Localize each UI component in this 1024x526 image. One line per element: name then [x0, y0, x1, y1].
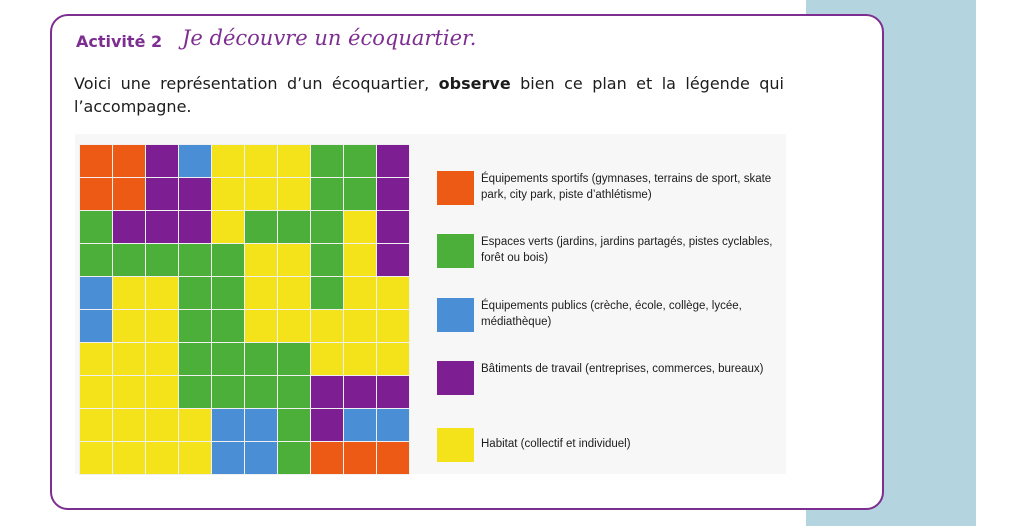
plan-cell	[278, 178, 310, 210]
legend-text-housing: Habitat (collectif et individuel)	[481, 438, 631, 450]
plan-cell	[278, 145, 310, 177]
plan-cell	[311, 244, 343, 276]
legend-swatch-public	[437, 298, 474, 332]
plan-cell	[245, 277, 277, 309]
plan-cell	[344, 409, 376, 441]
plan-cell	[113, 145, 145, 177]
plan-cell	[113, 244, 145, 276]
plan-cell	[377, 277, 409, 309]
plan-cell	[80, 442, 112, 474]
plan-cell	[245, 178, 277, 210]
plan-cell	[377, 145, 409, 177]
plan-cell	[179, 442, 211, 474]
plan-cell	[311, 277, 343, 309]
plan-cell	[311, 442, 343, 474]
plan-cell	[80, 244, 112, 276]
plan-cell	[80, 178, 112, 210]
plan-cell	[212, 244, 244, 276]
legend-item-work	[437, 359, 786, 399]
plan-cell	[146, 178, 178, 210]
legend-item-housing	[437, 426, 786, 466]
plan-cell	[245, 211, 277, 243]
plan-cell	[278, 442, 310, 474]
plan-cell	[377, 310, 409, 342]
plan-cell	[278, 376, 310, 408]
plan-cell	[344, 244, 376, 276]
plan-cell	[377, 244, 409, 276]
intro-text	[74, 72, 784, 118]
plan-cell	[113, 409, 145, 441]
activity-title: Je découvre un écoquartier.	[182, 26, 477, 50]
plan-cell	[245, 409, 277, 441]
plan-cell	[80, 277, 112, 309]
plan-cell	[278, 310, 310, 342]
plan-cell	[179, 145, 211, 177]
plan-cell	[212, 277, 244, 309]
activity-label: Activité 2	[76, 32, 163, 51]
plan-cell	[179, 376, 211, 408]
plan-cell	[179, 277, 211, 309]
plan-cell	[146, 310, 178, 342]
plan-cell	[311, 376, 343, 408]
plan-cell	[278, 244, 310, 276]
plan-cell	[245, 244, 277, 276]
legend-swatch-housing	[437, 428, 474, 462]
plan-cell	[80, 343, 112, 375]
plan-cell	[179, 211, 211, 243]
plan-cell	[311, 211, 343, 243]
legend-item-sport	[437, 169, 786, 209]
plan-cell	[113, 277, 145, 309]
plan-cell	[278, 277, 310, 309]
plan-cell	[113, 211, 145, 243]
plan-cell	[344, 343, 376, 375]
plan-cell	[344, 277, 376, 309]
plan-cell	[212, 310, 244, 342]
plan-cell	[80, 409, 112, 441]
legend-text-green-spaces: Espaces verts (jardins, jardins partagés, pistes cyclables, forêt ou bois)	[481, 236, 773, 264]
plan-cell	[245, 376, 277, 408]
plan-cell	[146, 343, 178, 375]
plan-cell	[377, 376, 409, 408]
plan-cell	[344, 211, 376, 243]
plan-cell	[311, 178, 343, 210]
plan-cell	[212, 178, 244, 210]
plan-cell	[311, 310, 343, 342]
plan-cell	[245, 145, 277, 177]
plan-cell	[278, 343, 310, 375]
plan-cell	[179, 343, 211, 375]
plan-cell	[179, 409, 211, 441]
legend-text-work: Bâtiments de travail (entreprises, commerces, bureaux)	[481, 363, 764, 375]
plan-cell	[113, 376, 145, 408]
plan-cell	[344, 310, 376, 342]
plan-cell	[278, 409, 310, 441]
legend-item-green-spaces	[437, 232, 786, 272]
legend-swatch-work	[437, 361, 474, 395]
ecoquartier-figure	[75, 134, 786, 474]
plan-cell	[344, 376, 376, 408]
plan-cell	[212, 442, 244, 474]
plan-cell	[113, 343, 145, 375]
plan-cell	[311, 343, 343, 375]
plan-cell	[146, 211, 178, 243]
plan-cell	[344, 442, 376, 474]
legend-item-public	[437, 296, 786, 336]
intro-after: bien ce plan et la légende qui l’accompagne.	[74, 74, 785, 116]
plan-cell	[146, 442, 178, 474]
legend-swatch-sport	[437, 171, 474, 205]
plan-cell	[146, 409, 178, 441]
plan-cell	[212, 343, 244, 375]
plan-cell	[80, 376, 112, 408]
plan-cell	[344, 145, 376, 177]
plan-cell	[179, 178, 211, 210]
plan-cell	[80, 211, 112, 243]
plan-cell	[245, 442, 277, 474]
plan-cell	[245, 343, 277, 375]
plan-cell	[146, 145, 178, 177]
legend-text-sport: Équipements sportifs (gymnases, terrains de sport, skate park, city park, piste d’athlétisme)	[481, 173, 772, 201]
plan-cell	[146, 244, 178, 276]
plan-cell	[377, 343, 409, 375]
plan-cell	[212, 409, 244, 441]
plan-cell	[113, 442, 145, 474]
plan-cell	[212, 211, 244, 243]
legend-swatch-green-spaces	[437, 234, 474, 268]
intro-before: Voici une représentation d’un écoquartier,	[74, 74, 439, 93]
legend	[437, 134, 786, 474]
plan-cell	[113, 310, 145, 342]
plan-cell	[179, 244, 211, 276]
plan-cell	[212, 145, 244, 177]
plan-cell	[377, 211, 409, 243]
plan-cell	[179, 310, 211, 342]
legend-text-public: Équipements publics (crèche, école, collège, lycée, médiathèque)	[481, 300, 742, 328]
plan-cell	[311, 409, 343, 441]
plan-cell	[377, 178, 409, 210]
plan-cell	[80, 145, 112, 177]
plan-cell	[311, 145, 343, 177]
plan-cell	[245, 310, 277, 342]
intro-bold-word: observe	[438, 74, 511, 93]
plan-cell	[377, 442, 409, 474]
plan-cell	[278, 211, 310, 243]
plan-cell	[212, 376, 244, 408]
plan-cell	[113, 178, 145, 210]
plan-cell	[146, 277, 178, 309]
plan-cell	[80, 310, 112, 342]
plan-cell	[344, 178, 376, 210]
plan-cell	[377, 409, 409, 441]
activity-card	[50, 14, 884, 510]
plan-cell	[146, 376, 178, 408]
ecoquartier-plan	[79, 144, 410, 475]
